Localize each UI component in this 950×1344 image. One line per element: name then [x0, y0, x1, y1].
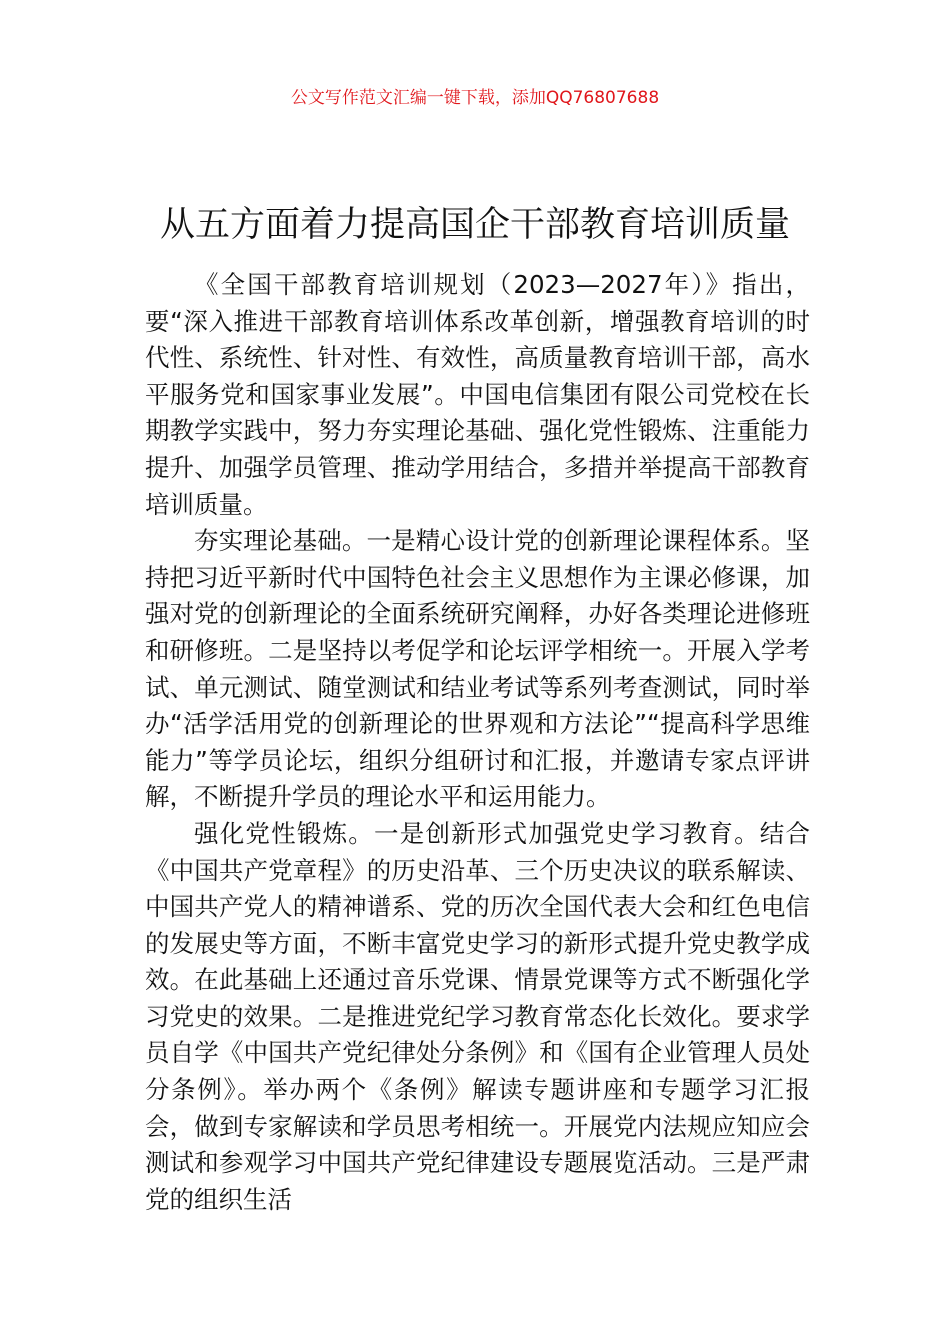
- header-promo-note: 公文写作范文汇编一键下载，添加QQ76807688: [290, 88, 660, 108]
- paragraph-party-spirit: 强化党性锻炼。一是创新形式加强党史学习教育。结合《中国共产党章程》的历史沿革、三个历史决议的联系解读、中国共产党人的精神谱系、党的历次全国代表大会和红色电信的发展史等方面，不断丰富党史学习的新形式提升党史教学成效。在此基础上还通过音乐党课、情景党课等方式不断强化学习党史的效果。二是推进党纪学习教育常态化长效化。要求学员自学《中国共产党纪律处分条例》和《国有企业管理人员处分条例》。举办两个《条例》解读专题讲座和专题学习汇报会，做到专家解读和学员思考相统一。开展党内法规应知应会测试和参观学习中国共产党纪律建设专题展览活动。三是严肃党的组织生活: [145, 818, 810, 1214]
- document-body: [145, 267, 810, 1218]
- paragraph-theory-foundation: 夯实理论基础。一是精心设计党的创新理论课程体系。坚持把习近平新时代中国特色社会主义思想作为主课必修课，加强对党的创新理论的全面系统研究阐释，办好各类理论进修班和研修班。二是坚持以考促学和论坛评学相统一。开展入学考试、单元测试、随堂测试和结业考试等系列考查测试，同时举办“活学活用党的创新理论的世界观和方法论”“提高科学思维能力”等学员论坛，组织分组研讨和汇报，并邀请专家点评讲解，不断提升学员的理论水平和运用能力。: [145, 526, 810, 812]
- paragraph-intro: 《全国干部教育培训规划（2023—2027年）》指出，要“深入推进干部教育培训体系改革创新，增强教育培训的时代性、系统性、针对性、有效性，高质量教育培训干部，高水平服务党和国家事业发展”。中国电信集团有限公司党校在长期教学实践中，努力夯实理论基础、强化党性锻炼、注重能力提升、加强学员管理、推动学用结合，多措并举提高干部教育培训质量。: [145, 270, 810, 519]
- document-title: 从五方面着力提高国企干部教育培训质量: [159, 205, 790, 246]
